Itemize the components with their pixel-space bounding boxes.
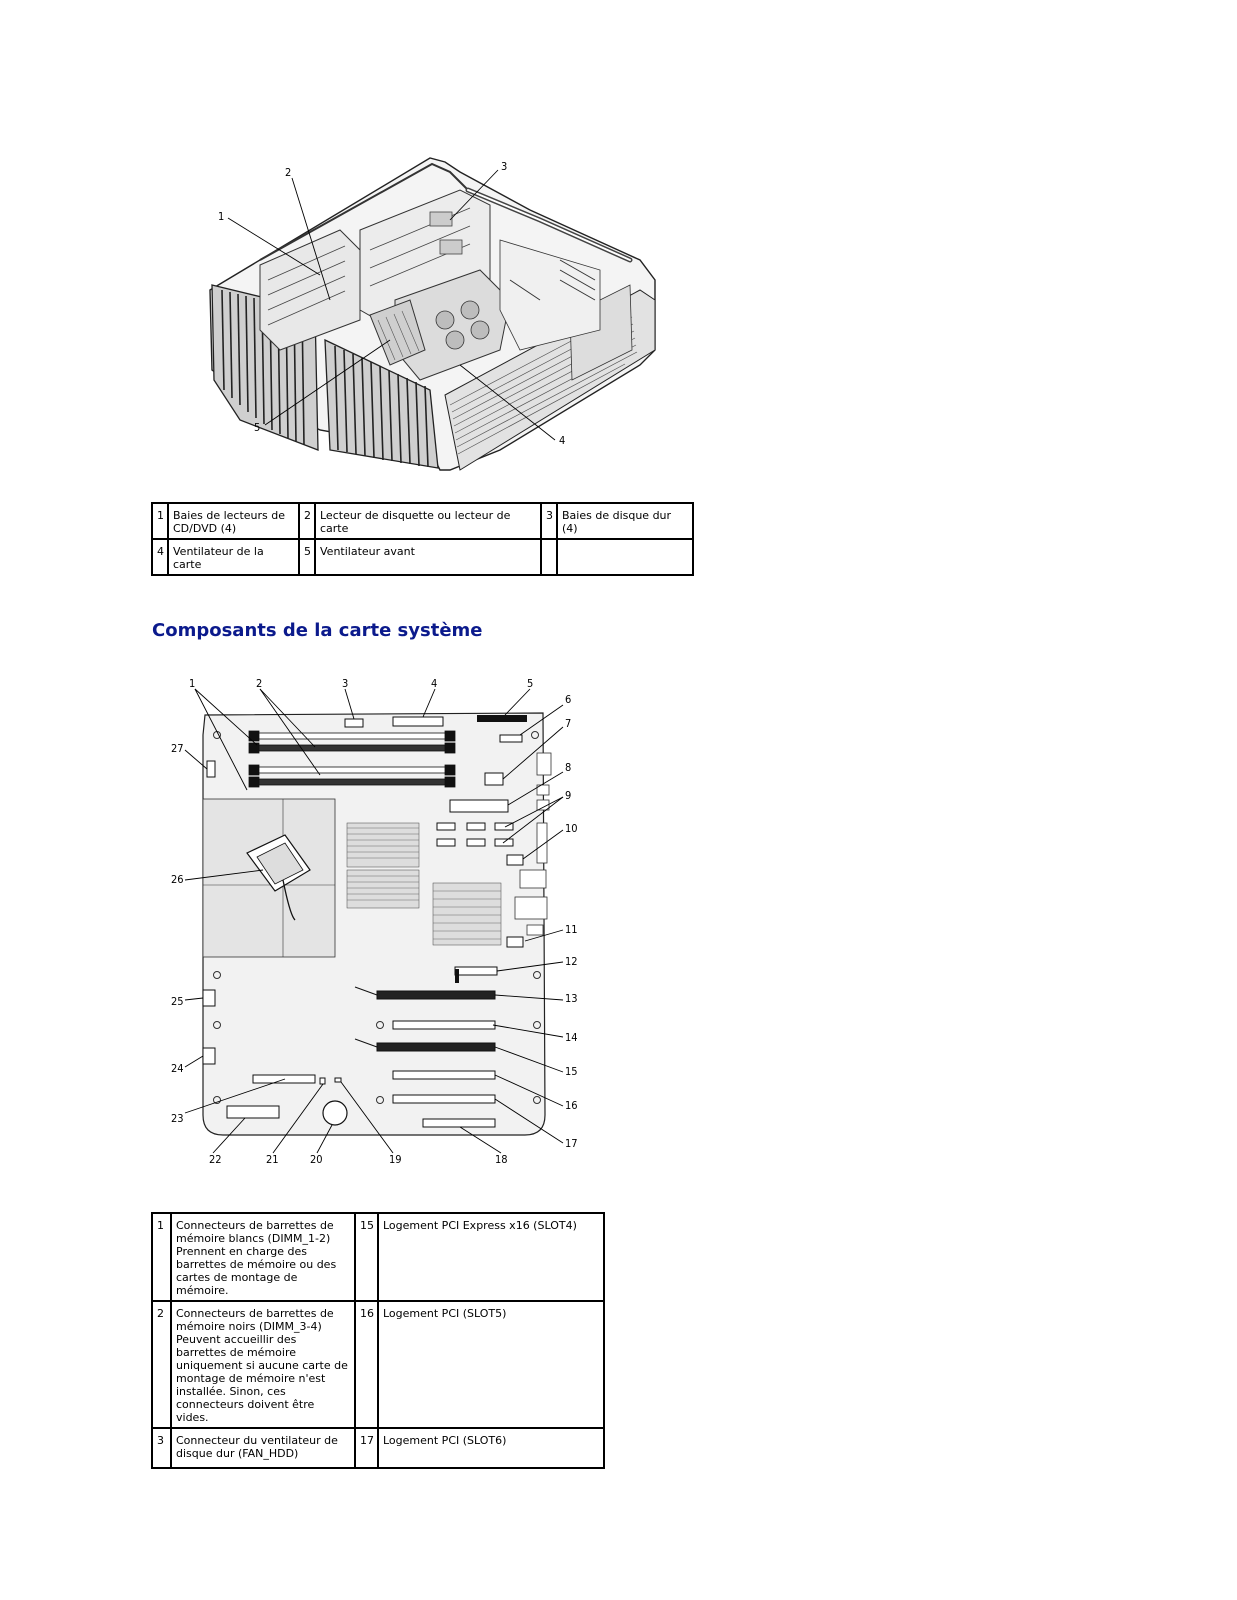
board-callout-1: 1 [189, 677, 196, 690]
board-callout-18: 18 [495, 1153, 508, 1166]
legend-label: Connecteurs de barrettes de mémoire noirs (DIMM_3-4) Peuvent accueillir des barrettes de mémoire uniquement si aucune carte de montage de mémoire n'est installée. Sinon, ces connecteurs doivent être vides. [171, 1301, 355, 1428]
board-callout-5: 5 [527, 677, 534, 690]
legend-label: Ventilateur avant [315, 539, 541, 575]
table-row [152, 1213, 604, 1301]
legend-label: Logement PCI Express x16 (SLOT4) [378, 1213, 604, 1301]
board-callout-10: 10 [565, 822, 578, 835]
legend-label: Ventilateur de la carte [168, 539, 299, 575]
legend-number [541, 539, 557, 575]
board-callout-12: 12 [565, 955, 578, 968]
legend-number: 1 [152, 1213, 171, 1301]
table-row [152, 503, 693, 539]
board-callout-11: 11 [565, 923, 578, 936]
legend-number: 16 [355, 1301, 378, 1428]
board-callout-16: 16 [565, 1099, 578, 1112]
legend-number: 17 [355, 1428, 378, 1468]
figure1-callout-1: 1 [218, 210, 225, 223]
board-callout-25: 25 [171, 995, 184, 1008]
legend-number: 3 [541, 503, 557, 539]
legend-label: Connecteurs de barrettes de mémoire blancs (DIMM_1-2) Prennent en charge des barrettes de mémoire ou des cartes de montage de mémoire. [171, 1213, 355, 1301]
legend-label: Lecteur de disquette ou lecteur de carte [315, 503, 541, 539]
board-callout-9: 9 [565, 789, 572, 802]
legend-number: 2 [152, 1301, 171, 1428]
figure1-callout-3: 3 [501, 160, 508, 173]
board-callout-14: 14 [565, 1031, 578, 1044]
legend-number: 15 [355, 1213, 378, 1301]
legend-label: Logement PCI (SLOT6) [378, 1428, 604, 1468]
legend-label: Logement PCI (SLOT5) [378, 1301, 604, 1428]
board-callout-27: 27 [171, 742, 184, 755]
board-components-table-clip [151, 1212, 605, 1460]
figure1-callout-4: 4 [559, 434, 566, 447]
board-callout-17: 17 [565, 1137, 578, 1150]
board-callout-7: 7 [565, 717, 572, 730]
computer-interior-drawing [200, 150, 670, 490]
board-callout-3: 3 [342, 677, 349, 690]
board-callout-13: 13 [565, 992, 578, 1005]
system-board-drawing [165, 675, 585, 1170]
system-board-figure [165, 675, 585, 1170]
legend-number: 5 [299, 539, 315, 575]
board-callout-2: 2 [256, 677, 263, 690]
board-callout-6: 6 [565, 693, 572, 706]
legend-label: Baies de lecteurs de CD/DVD (4) [168, 503, 299, 539]
section-heading: Composants de la carte système [152, 620, 483, 641]
board-callout-19: 19 [389, 1153, 402, 1166]
board-callout-15: 15 [565, 1065, 578, 1078]
board-callout-24: 24 [171, 1062, 184, 1075]
board-components-table [151, 1212, 605, 1469]
legend-number: 3 [152, 1428, 171, 1468]
legend-number: 4 [152, 539, 168, 575]
board-callout-21: 21 [266, 1153, 279, 1166]
board-callout-20: 20 [310, 1153, 323, 1166]
legend-label [557, 539, 693, 575]
legend-label: Connecteur du ventilateur de disque dur (FAN_HDD) [171, 1428, 355, 1468]
chassis-components-table [151, 502, 694, 576]
table-row [152, 539, 693, 575]
computer-interior-figure [200, 150, 670, 490]
board-callout-22: 22 [209, 1153, 222, 1166]
board-callout-26: 26 [171, 873, 184, 886]
legend-number: 1 [152, 503, 168, 539]
table-row [152, 1301, 604, 1428]
figure1-callout-2: 2 [285, 166, 292, 179]
legend-number: 2 [299, 503, 315, 539]
figure1-callout-5: 5 [254, 421, 261, 434]
board-callout-8: 8 [565, 761, 572, 774]
board-callout-23: 23 [171, 1112, 184, 1125]
legend-label: Baies de disque dur (4) [557, 503, 693, 539]
board-callout-4: 4 [431, 677, 438, 690]
table-row [152, 1428, 604, 1468]
